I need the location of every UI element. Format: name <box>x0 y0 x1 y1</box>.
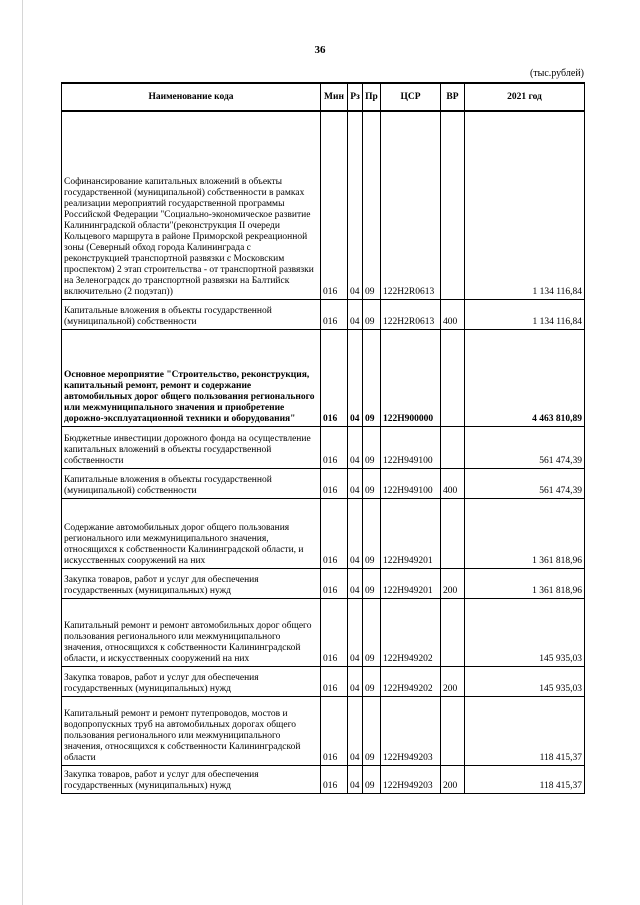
row-amount: 145 935,03 <box>465 598 585 666</box>
row-vr: 200 <box>441 568 465 598</box>
row-pr: 09 <box>363 329 381 426</box>
row-vr: 200 <box>441 666 465 696</box>
row-csr: 122H949100 <box>381 426 441 468</box>
row-vr: 400 <box>441 468 465 498</box>
row-rz: 04 <box>348 329 363 426</box>
row-vr <box>441 426 465 468</box>
row-rz: 04 <box>348 765 363 793</box>
table-row <box>62 598 585 666</box>
row-csr: 122H900000 <box>381 329 441 426</box>
row-rz: 04 <box>348 111 363 299</box>
row-vr <box>441 498 465 568</box>
table-row <box>62 426 585 468</box>
page-number: 36 <box>314 44 326 56</box>
row-min: 016 <box>321 329 348 426</box>
row-name: Закупка товаров, работ и услуг для обеспечения государственных (муниципальных) нужд <box>62 568 321 598</box>
header-csr: ЦСР <box>381 83 441 111</box>
units-label: (тыс.рублей) <box>529 68 584 79</box>
row-csr: 122H949202 <box>381 666 441 696</box>
row-rz: 04 <box>348 299 363 329</box>
row-vr <box>441 111 465 299</box>
row-name: Капитальный ремонт и ремонт путепроводов, мостов и водопропускных труб на автомобильных дорогах общего пользования регионального или межмуниципального значения, относящихся к собственности Калининградской области <box>62 696 321 765</box>
row-amount: 4 463 810,89 <box>465 329 585 426</box>
row-pr: 09 <box>363 299 381 329</box>
row-csr: 122H949203 <box>381 696 441 765</box>
row-min: 016 <box>321 426 348 468</box>
row-name: Софинансирование капитальных вложений в объекты государственной (муниципальной) собственности в рамках реализации мероприятий государственной программы Российской Федерации "Социально-экономическое развитие Калининградской области"(реконструкция II очереди Кольцевого маршрута в районе Приморской рекреационной зоны (Северный обход города Калининграда с реконструкцией транспортной развязки с Московским проспектом) 2 этап строительства - от транспортной развязки на Зеленоградск до транспортной развязки на Балтийск включительно (2 подэтап)) <box>62 111 321 299</box>
binding-edge <box>22 0 23 905</box>
row-name: Основное мероприятие "Строительство, реконструкция, капитальный ремонт, ремонт и содержание автомобильных дорог общего пользования регионального или межмуниципального значения и приобретение дорожно-эксплуатационной техники и оборудования" <box>62 329 321 426</box>
row-csr: 122H949201 <box>381 498 441 568</box>
row-amount: 561 474,39 <box>465 468 585 498</box>
row-amount: 118 415,37 <box>465 696 585 765</box>
row-name: Закупка товаров, работ и услуг для обеспечения государственных (муниципальных) нужд <box>62 666 321 696</box>
row-csr: 122H949202 <box>381 598 441 666</box>
row-vr: 400 <box>441 299 465 329</box>
table-body <box>62 111 585 793</box>
table-row <box>62 329 585 426</box>
row-csr: 122H949100 <box>381 468 441 498</box>
row-vr <box>441 598 465 666</box>
table-header-row <box>62 83 585 111</box>
row-min: 016 <box>321 111 348 299</box>
header-name: Наименование кода <box>62 83 321 111</box>
row-pr: 09 <box>363 696 381 765</box>
row-amount: 561 474,39 <box>465 426 585 468</box>
row-csr: 122H2R0613 <box>381 299 441 329</box>
row-amount: 1 134 116,84 <box>465 111 585 299</box>
table-row <box>62 498 585 568</box>
table-row <box>62 666 585 696</box>
row-name: Капитальные вложения в объекты государственной (муниципальной) собственности <box>62 299 321 329</box>
header-pr: Пр <box>363 83 381 111</box>
table-row <box>62 111 585 299</box>
row-name: Капитальный ремонт и ремонт автомобильных дорог общего пользования регионального или межмуниципального значения, относящихся к собственности Калининградской области, и искусственных сооружений на них <box>62 598 321 666</box>
header-vr: ВР <box>441 83 465 111</box>
row-vr <box>441 329 465 426</box>
row-amount: 1 134 116,84 <box>465 299 585 329</box>
row-csr: 122H2R0613 <box>381 111 441 299</box>
row-pr: 09 <box>363 598 381 666</box>
row-pr: 09 <box>363 426 381 468</box>
header-rz: Рз <box>348 83 363 111</box>
row-pr: 09 <box>363 468 381 498</box>
row-rz: 04 <box>348 426 363 468</box>
row-min: 016 <box>321 498 348 568</box>
row-pr: 09 <box>363 765 381 793</box>
row-amount: 145 935,03 <box>465 666 585 696</box>
row-pr: 09 <box>363 666 381 696</box>
row-amount: 118 415,37 <box>465 765 585 793</box>
header-min: Мин <box>321 83 348 111</box>
row-min: 016 <box>321 696 348 765</box>
header-year: 2021 год <box>465 83 585 111</box>
row-amount: 1 361 818,96 <box>465 498 585 568</box>
row-rz: 04 <box>348 666 363 696</box>
row-rz: 04 <box>348 468 363 498</box>
row-name: Бюджетные инвестиции дорожного фонда на осуществление капитальных вложений в объекты государственной собственности <box>62 426 321 468</box>
row-min: 016 <box>321 568 348 598</box>
budget-table <box>61 82 585 794</box>
row-min: 016 <box>321 299 348 329</box>
table-row <box>62 468 585 498</box>
row-pr: 09 <box>363 568 381 598</box>
row-csr: 122H949201 <box>381 568 441 598</box>
row-rz: 04 <box>348 568 363 598</box>
table-row <box>62 696 585 765</box>
row-name: Содержание автомобильных дорог общего пользования регионального или межмуниципального значения, относящихся к собственности Калининградской области, и искусственных сооружений на них <box>62 498 321 568</box>
row-pr: 09 <box>363 111 381 299</box>
row-min: 016 <box>321 468 348 498</box>
row-amount: 1 361 818,96 <box>465 568 585 598</box>
table-row <box>62 765 585 793</box>
row-name: Капитальные вложения в объекты государственной (муниципальной) собственности <box>62 468 321 498</box>
row-rz: 04 <box>348 598 363 666</box>
table-row <box>62 299 585 329</box>
row-name: Закупка товаров, работ и услуг для обеспечения государственных (муниципальных) нужд <box>62 765 321 793</box>
row-min: 016 <box>321 765 348 793</box>
row-vr: 200 <box>441 765 465 793</box>
row-rz: 04 <box>348 696 363 765</box>
row-min: 016 <box>321 598 348 666</box>
row-pr: 09 <box>363 498 381 568</box>
row-min: 016 <box>321 666 348 696</box>
row-vr <box>441 696 465 765</box>
table-row <box>62 568 585 598</box>
row-rz: 04 <box>348 498 363 568</box>
row-csr: 122H949203 <box>381 765 441 793</box>
